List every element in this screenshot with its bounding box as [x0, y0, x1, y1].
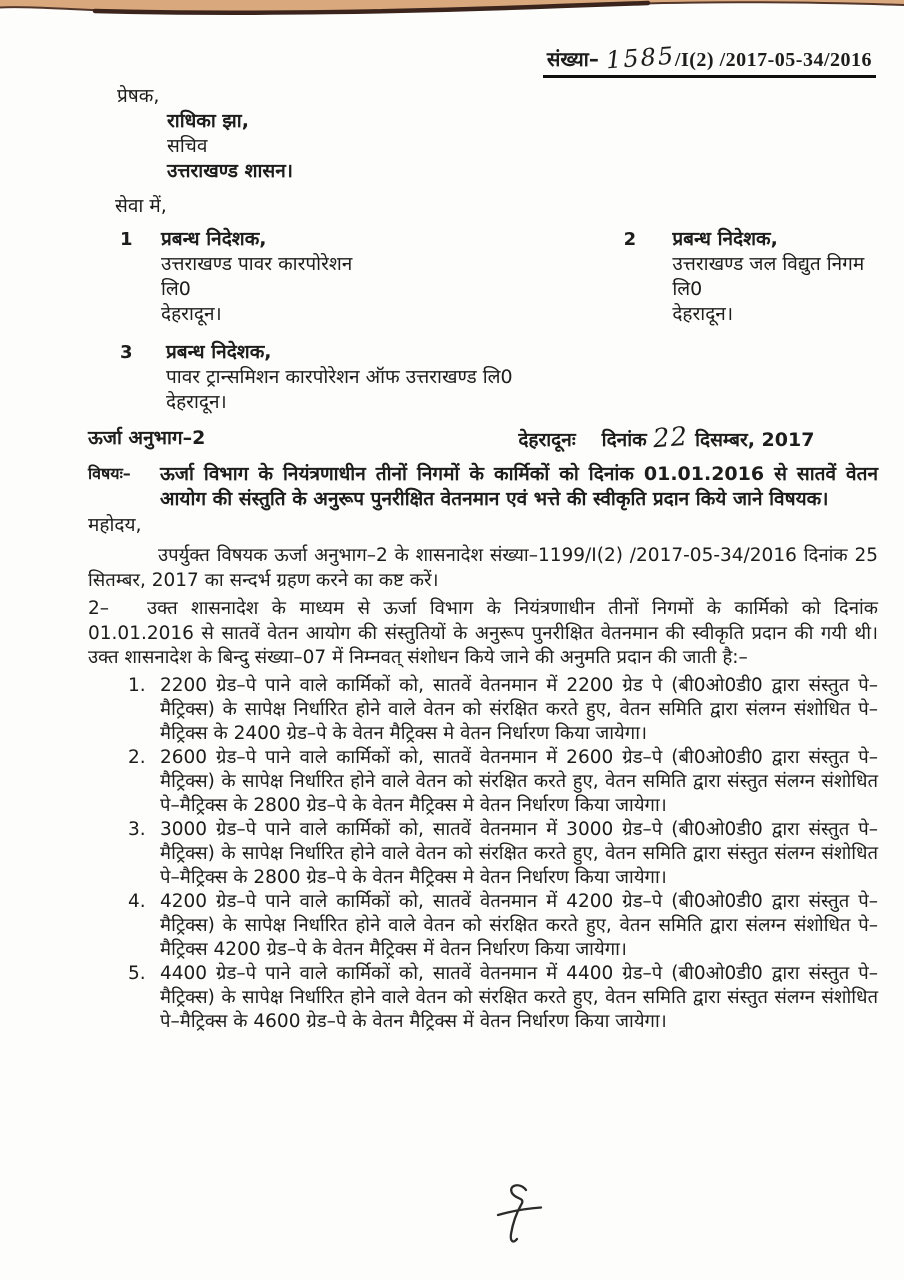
addressee-1-number: 1 [120, 229, 133, 250]
addressee-row-2 [88, 340, 878, 415]
section-date-line [88, 421, 878, 455]
section-name: ऊर्जा अनुभाग–2 [88, 427, 206, 449]
amendment-list [88, 674, 878, 1034]
signature-mark [488, 1182, 548, 1254]
amendment-item-3 [88, 818, 878, 890]
date-label: दिनांक [601, 429, 647, 451]
letter-body [88, 84, 878, 1034]
paragraph-2-text: उक्त शासनादेश के माध्यम से ऊर्जा विभाग के नियंत्रणाधीन तीनों निगमों के कार्मिको को दिनांक 01.01.2016 से सातवें वेतन आयोग की संस्तुतियों के अनुरूप पुनरीक्षित वेतनमान की स्वीकृति प्रदान की गयी थी। उक्त शासनादेश के बिन्दु संख्या–07 में निम्नवत् संशोधन किये जाने की अनुमति प्रदान की जाती है:– [88, 598, 878, 668]
paragraph-1: उपर्युक्त विषयक ऊर्जा अनुभाग–2 के शासनादेश संख्या–1199/I(2) /2017-05-34/2016 दिनांक 25 सितम्बर, 2017 का सन्दर्भ ग्रहण करने का कष्ट करें। [88, 545, 878, 591]
addressee-3-title: प्रबन्ध निदेशक, [166, 341, 272, 363]
to-label: सेवा में, [115, 195, 167, 217]
handwritten-ref-number: 1585 [604, 41, 676, 75]
sender-block [117, 84, 878, 184]
salutation: महोदय, [88, 514, 142, 536]
ref-number-suffix: /I(2) /2017-05-34/2016 [674, 49, 872, 71]
addressee-3-number: 3 [120, 342, 133, 363]
amendment-5-number: 5. [128, 962, 146, 984]
addressee-2-title: प्रबन्ध निदेशक, [672, 228, 778, 250]
addressee-2-org: उत्तराखण्ड जल विद्युत निगम लि0 [672, 253, 865, 300]
subject-label: विषयः– [88, 464, 131, 483]
addressee-3-org: पावर ट्रान्समिशन कारपोरेशन ऑफ उत्तराखण्ड लि0 [166, 366, 513, 388]
place-name: देहरादूनः [518, 429, 576, 451]
amendment-item-4 [88, 890, 878, 962]
place-date [518, 421, 815, 455]
handwritten-date: 22 [652, 421, 690, 455]
scan-artifact-top [0, 0, 904, 28]
amendment-item-2 [88, 746, 878, 818]
ref-number-label: संख्या– [546, 47, 599, 71]
amendment-item-1 [88, 674, 878, 746]
amendment-1-number: 1. [128, 674, 146, 696]
amendment-3-number: 3. [128, 818, 146, 840]
paragraph-2-number: 2– [88, 598, 110, 619]
amendment-1-text: 2200 ग्रेड–पे पाने वाले कार्मिकों को, सातवें वेतनमान में 2200 ग्रेड पे (बी0ओ0डी0 द्वारा संस्तुत पे–मैट्रिक्स) के सापेक्ष निर्धारित होने वाले वेतन को संरक्षित करते हुए, वेतन समिति द्वारा संलग्न संशोधित पे–मैट्रिक्स के 2400 ग्रेड–पे के वेतन मैट्रिक्स मे वेतन निर्धारण किया जायेगा। [160, 674, 878, 744]
subject-text: ऊर्जा विभाग के नियंत्रणाधीन तीनों निगमों के कार्मिकों को दिनांक 01.01.2016 से सातवें वेतन आयोग की संस्तुति के अनुरूप पुनरीक्षित वेतनमान एवं भत्ते की स्वीकृति प्रदान किये जाने विषयक। [160, 463, 878, 510]
sender-name: राधिका झा, [167, 110, 249, 132]
amendment-item-5 [88, 962, 878, 1034]
subject-block [88, 462, 878, 511]
addressee-row-1 [88, 227, 878, 327]
amendment-2-number: 2. [128, 746, 146, 768]
paragraph-2 [88, 597, 878, 671]
amendment-5-text: 4400 ग्रेड–पे पाने वाले कार्मिकों को, सातवें वेतनमान में 4400 ग्रेड–पे (बी0ओ0डी0 द्वारा संस्तुत पे–मैट्रिक्स) के सापेक्ष निर्धारित होने वाले वेतन को संरक्षित करते हुए, वेतन समिति द्वारा संस्तुत संलग्न संशोधित पे–मैट्रिक्स के 4600 ग्रेड–पे के वेतन मैट्रिक्स में वेतन निर्धारण किया जायेगा। [160, 962, 878, 1032]
amendment-4-number: 4. [128, 890, 146, 912]
amendment-4-text: 4200 ग्रेड–पे पाने वाले कार्मिकों को, सातवें वेतनमान में 4200 ग्रेड–पे (बी0ओ0डी0 द्वारा संस्तुत पे–मैट्रिक्स) के सापेक्ष निर्धारित होने वाले वेतन को संरक्षित करते हुए, वेतन समिति द्वारा संलग्न संशोधित पे–मैट्रिक्स 4200 ग्रेड–पे के वेतन मैट्रिक्स में वेतन निर्धारण किया जायेगा। [160, 890, 878, 960]
ref-number [543, 41, 876, 78]
amendment-2-text: 2600 ग्रेड–पे पाने वाले कार्मिकों को, सातवें वेतनमान में 2600 ग्रेड–पे (बी0ओ0डी0 द्वारा संस्तुत पे–मैट्रिक्स) के सापेक्ष निर्धारित होने वाले वेतन को संरक्षित करते हुए, वेतन समिति द्वारा संस्तुत संलग्न संशोधित पे–मैट्रिक्स के 2800 ग्रेड–पे के वेतन मैट्रिक्स मे वेतन निर्धारण किया जायेगा। [160, 746, 878, 816]
sender-organization: उत्तराखण्ड शासन। [167, 160, 294, 182]
addressee-2-number: 2 [623, 229, 637, 250]
sender-label: प्रेषक, [117, 85, 160, 107]
addressee-1-org: उत्तराखण्ड पावर कारपोरेशन लि0 [161, 253, 353, 300]
addressee-3 [88, 340, 513, 415]
addressee-3-place: देहरादून। [166, 391, 227, 413]
addressee-2-place: देहरादून। [672, 303, 734, 325]
addressee-1-place: देहरादून। [161, 303, 222, 325]
sender-designation: सचिव [167, 135, 208, 157]
addressee-1-title: प्रबन्ध निदेशक, [161, 228, 267, 250]
date-suffix: दिसम्बर, 2017 [695, 429, 815, 451]
addressee-1 [88, 227, 364, 327]
amendment-3-text: 3000 ग्रेड–पे पाने वाले कार्मिकों को, सातवें वेतनमान में 3000 ग्रेड–पे (बी0ओ0डी0 द्वारा संस्तुत पे–मैट्रिक्स) के सापेक्ष निर्धारित होने वाले वेतन को संरक्षित करते हुए, वेतन समिति द्वारा संस्तुत संलग्न संशोधित पे–मैट्रिक्स के 2800 ग्रेड–पे के वेतन मैट्रिक्स मे वेतन निर्धारण किया जायेगा। [160, 818, 878, 888]
addressee-2 [624, 227, 878, 327]
